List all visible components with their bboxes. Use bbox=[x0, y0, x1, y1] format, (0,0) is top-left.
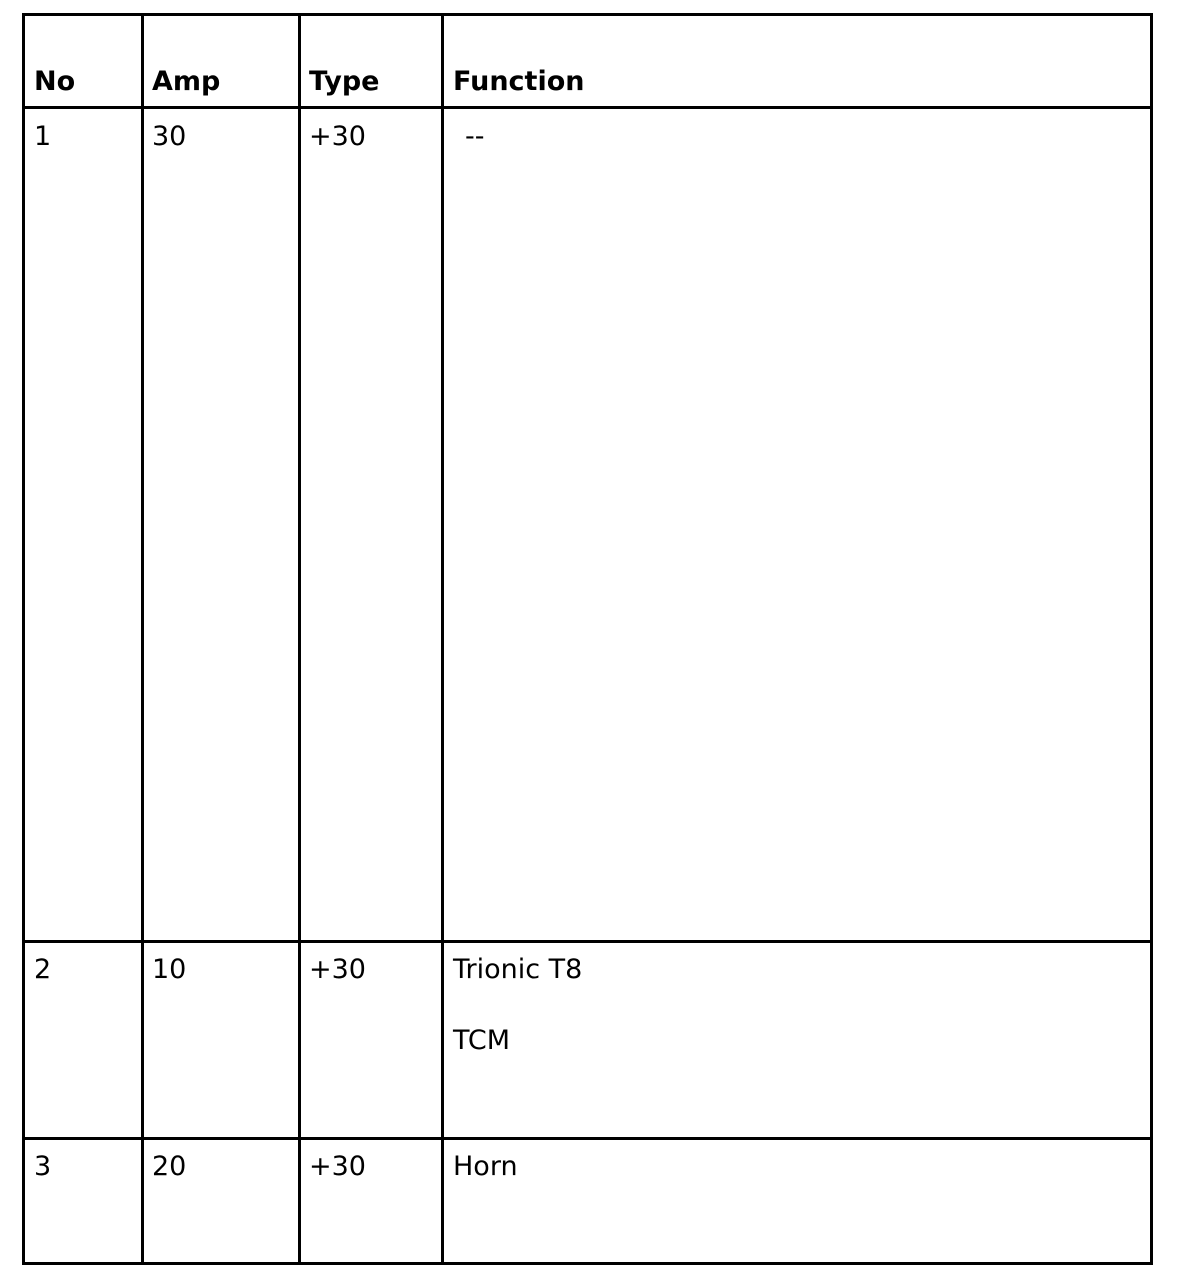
row-3-amp: 20 bbox=[152, 1151, 187, 1182]
row-3-no: 3 bbox=[34, 1151, 52, 1182]
row-1-no: 1 bbox=[34, 121, 52, 152]
row-2-type: +30 bbox=[309, 954, 366, 985]
row-1-amp: 30 bbox=[152, 121, 187, 152]
header-function: Function bbox=[453, 66, 585, 97]
header-no: No bbox=[34, 66, 76, 97]
row-1-function: -- bbox=[465, 121, 485, 152]
column-divider bbox=[141, 16, 144, 1262]
row-2-function-line-2: TCM bbox=[453, 1025, 511, 1056]
row-3-function: Horn bbox=[453, 1151, 518, 1182]
column-divider bbox=[441, 16, 444, 1262]
row-1-type: +30 bbox=[309, 121, 366, 152]
header-amp: Amp bbox=[152, 66, 221, 97]
row-divider bbox=[25, 940, 1150, 943]
column-divider bbox=[298, 16, 301, 1262]
row-2-function-line-1: Trionic T8 bbox=[453, 954, 583, 985]
row-divider bbox=[25, 1137, 1150, 1140]
fuse-table bbox=[22, 13, 1153, 1265]
header-type: Type bbox=[309, 66, 380, 97]
row-3-type: +30 bbox=[309, 1151, 366, 1182]
row-divider bbox=[25, 106, 1150, 109]
row-2-amp: 10 bbox=[152, 954, 187, 985]
row-2-no: 2 bbox=[34, 954, 52, 985]
